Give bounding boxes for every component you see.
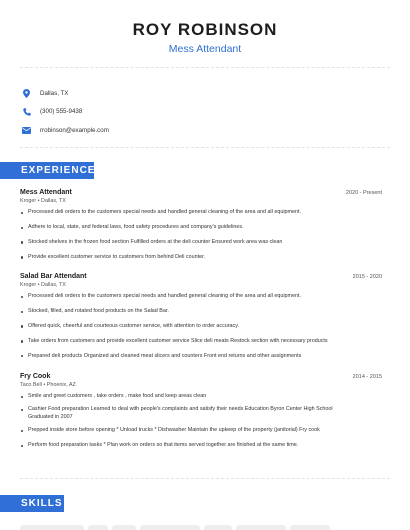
contact-list xyxy=(22,84,109,140)
email-text: rrobinson@example.com xyxy=(40,126,109,134)
list-item: Stocked, filled, and rotated food products on the Salad Bar. xyxy=(20,308,382,315)
skill-chip xyxy=(112,525,136,530)
list-item: Stocked shelves in the frozen food section Fulfilled orders at the deli counter Ensured work area was clean xyxy=(20,239,382,246)
job-entry xyxy=(20,273,382,360)
contact-location xyxy=(22,84,109,103)
list-item: Offered quick, cheerful and courteous customer service, with attention to order accuracy. xyxy=(20,323,382,330)
list-item: Adhere to local, state, and federal laws, food safety procedures and company's guidelines. xyxy=(20,224,382,231)
candidate-name: ROY ROBINSON xyxy=(132,20,278,39)
skills-heading: SKILLS xyxy=(0,495,64,512)
job-bullets xyxy=(20,209,382,261)
skill-chip xyxy=(140,525,200,530)
job-dates: 2014 - 2015 xyxy=(352,374,382,380)
divider xyxy=(20,478,390,479)
job-entry xyxy=(20,189,382,261)
job-dates: 2015 - 2020 xyxy=(352,274,382,280)
location-text: Dallas, TX xyxy=(40,89,69,97)
divider xyxy=(20,67,390,68)
contact-email xyxy=(22,121,109,140)
envelope-icon xyxy=(22,126,31,135)
skill-chip xyxy=(204,525,232,530)
candidate-title: Mess Attendant xyxy=(168,43,242,55)
list-item: Prepared deli products Organized and cleaned meat slicers and counters Front end returns and other assignments xyxy=(20,353,382,360)
list-item: Provide excellent customer service to customers from behind Deli counter. xyxy=(20,254,382,261)
job-company: Taco Bell • Phoenix, AZ xyxy=(20,382,76,388)
job-entry xyxy=(20,373,382,450)
job-bullets xyxy=(20,293,382,360)
job-title: Salad Bar Attendant xyxy=(20,273,87,280)
job-title: Fry Cook xyxy=(20,373,51,380)
list-item: Perform food preparation tasks * Plan work on orders so that items served together are finished at the same time. xyxy=(20,442,382,449)
skill-chip xyxy=(290,525,330,530)
list-item: Prepped inside store before opening * Unload trucks * Dishwasher Maintain the upkeep of the property (janitorial) Fry cook xyxy=(20,427,382,434)
job-company: Kroger • Dallas, TX xyxy=(20,198,66,204)
job-title: Mess Attendant xyxy=(20,189,72,196)
list-item: Processed deli orders to the customers special needs and handled general cleaning of the area and all equipment. xyxy=(20,209,382,216)
list-item: Smile and greet customers , take orders , make food and keep areas clean xyxy=(20,393,382,400)
job-bullets xyxy=(20,393,382,450)
skills-list xyxy=(20,525,330,530)
experience-heading: EXPERIENCE xyxy=(0,162,94,179)
job-company: Kroger • Dallas, TX xyxy=(20,282,66,288)
skill-chip xyxy=(236,525,286,530)
skill-chip xyxy=(88,525,108,530)
divider xyxy=(20,147,390,148)
list-item: Processed deli orders to the customers special needs and handled general cleaning of the area and all equipment. xyxy=(20,293,382,300)
list-item: Take orders from customers and provide excellent customer service Slice deli meats Restock section with necessary products xyxy=(20,338,382,345)
phone-text: (300) 555-9438 xyxy=(40,108,83,116)
map-pin-icon xyxy=(22,89,31,98)
phone-icon xyxy=(22,107,31,116)
skill-chip xyxy=(20,525,84,530)
list-item: Cashier Food preparation Learned to deal with people's complaints and satisfy their needs Education Byron Center High School Graduated in 2007 xyxy=(20,406,382,421)
job-dates: 2020 - Present xyxy=(345,190,382,196)
contact-phone xyxy=(22,103,109,122)
resume-header xyxy=(0,0,410,56)
